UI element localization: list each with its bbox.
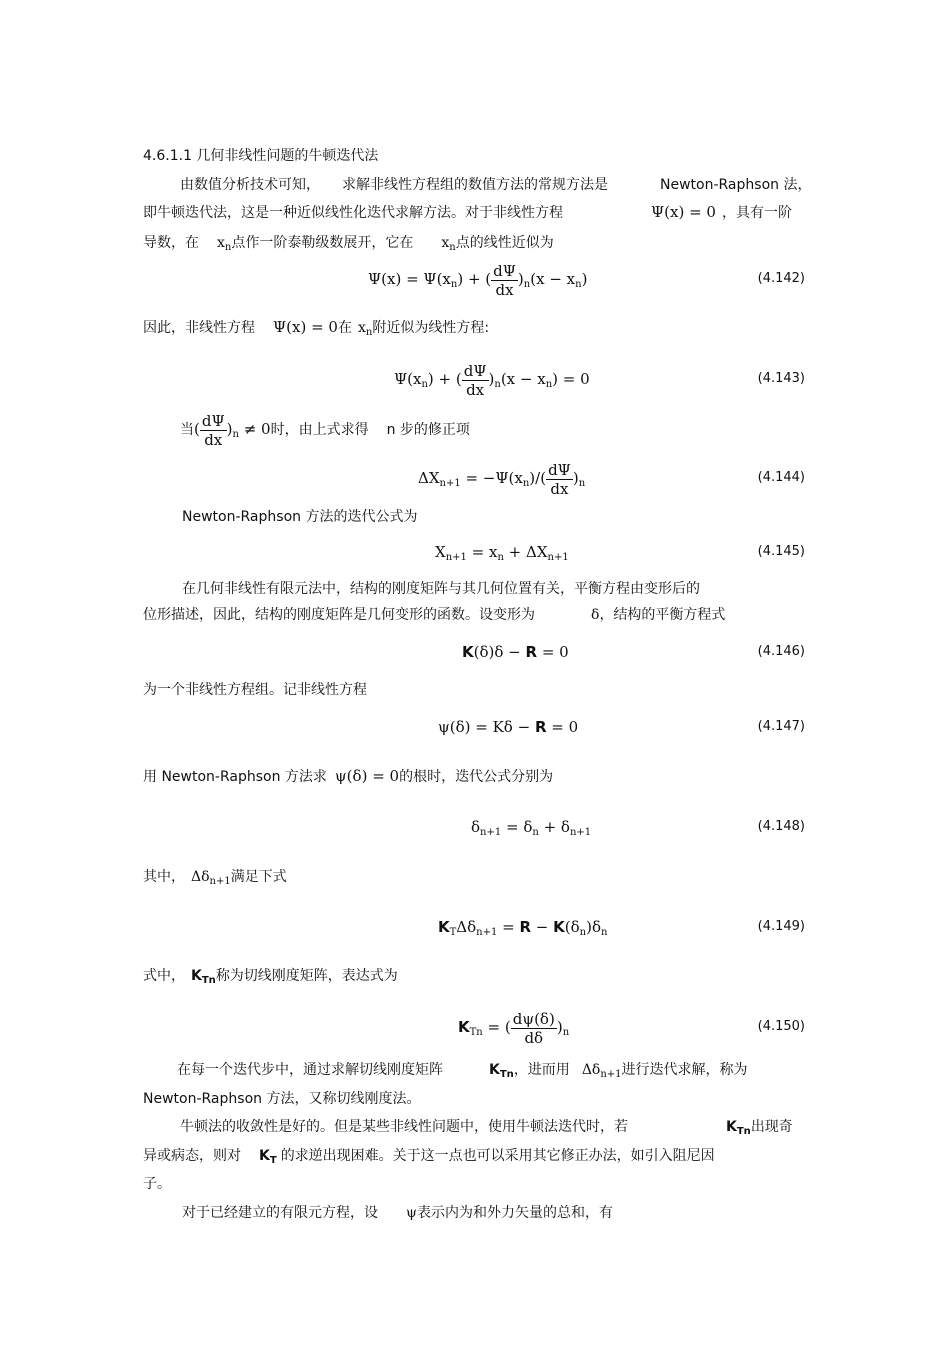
text: 异或病态，则对 xyxy=(143,1148,241,1164)
para5-line2 xyxy=(143,605,725,625)
para11-line1: 牛顿法的收敛性是好的。但是某些非线性问题中，使用牛顿法迭代时，若 xyxy=(180,1119,628,1135)
text: ，结构的平衡方程式 xyxy=(599,607,726,623)
eqnum-4-145: (4.145) xyxy=(757,544,805,559)
eqnum-4-148: (4.148) xyxy=(757,819,805,834)
text: 因此，非线性方程 xyxy=(143,320,255,336)
text: ，进而用 xyxy=(513,1062,570,1078)
inline-kt: $K_{Tn}$ xyxy=(726,1119,751,1137)
para7-line xyxy=(143,766,553,787)
para6-line: 为一个非线性方程组。记非线性方程 xyxy=(143,682,367,698)
para11-line2 xyxy=(143,1146,715,1171)
equation-4-145: $X_{n+1} = x_n + \Delta X_{n+1}$ xyxy=(435,543,569,563)
inline-xn: $x_n$ xyxy=(441,235,456,253)
eqnum-4-146: (4.146) xyxy=(757,644,805,659)
para1-line2-end: ，具有一阶 xyxy=(722,205,792,221)
section-title: 4.6.1.1 几何非线性问题的牛顿迭代法 xyxy=(143,148,379,164)
eqnum-4-143: (4.143) xyxy=(757,371,805,386)
inline-eq-psi-x-zero: Ψ(x) = 0 xyxy=(273,318,338,336)
equation-4-146: K(δ)δ − R = 0 xyxy=(462,643,569,661)
equation-4-148: $\delta_{n+1} = \delta_n + \delta_{n+1}$ xyxy=(471,818,592,838)
equation-4-147: ψ(δ) = Kδ − R = 0 xyxy=(438,718,579,736)
eqnum-4-147: (4.147) xyxy=(757,719,805,734)
text: 点的线性近似为 xyxy=(455,235,554,251)
text: 点作一阶泰勒级数展开，它在 xyxy=(231,235,414,251)
inline-kt: $K_T$ xyxy=(259,1148,277,1166)
para10-line1 xyxy=(177,1060,748,1085)
para11-line3: 子。 xyxy=(143,1176,171,1192)
inline-xn: $x_n$ xyxy=(217,235,232,253)
inline-psi: ψ xyxy=(406,1205,417,1221)
text: 满足下式 xyxy=(230,869,287,885)
text: 其中， xyxy=(143,869,185,885)
equation-4-142: $\Psi(x) = \Psi(x_n)$ + ( $\frac{d\Psi}{dx}$ )$_n(x - x_n)$ xyxy=(368,261,588,299)
inline-frac: ( $\frac{d\Psi}{dx}$ )$_n \ne 0$ xyxy=(194,411,271,449)
inline-delta: δ xyxy=(591,607,600,623)
text: 附近似为线性方程: xyxy=(372,320,490,336)
inline-eq-psi-x-zero: Ψ(x) = 0 xyxy=(651,203,716,221)
text: 在每一个迭代步中，通过求解切线刚度矩阵 xyxy=(177,1062,443,1078)
para12-line xyxy=(182,1203,613,1223)
text: n 步的修正项 xyxy=(386,422,470,438)
para10-line2: Newton-Raphson 方法，又称切线刚度法。 xyxy=(143,1091,421,1107)
para8-line xyxy=(143,867,287,892)
equation-4-149: $K_T\Delta\delta_{n+1} = R - K(\delta_n)\delta_n$ xyxy=(438,918,608,938)
eqnum-4-150: (4.150) xyxy=(757,1019,805,1034)
para4-line: Newton-Raphson 方法的迭代公式为 xyxy=(182,509,418,525)
inline-kt: $K_{Tn}$ xyxy=(191,968,216,986)
text: 式中， xyxy=(143,968,185,984)
para9-line xyxy=(143,966,398,991)
text: 的根时，迭代公式分别为 xyxy=(399,769,554,785)
para2-line xyxy=(143,317,489,343)
equation-4-144: $\Delta X_{n+1} = -\Psi(x_n)/$( $\frac{d\Psi}{dx}$ )$_n$ xyxy=(418,460,586,498)
equation-4-150: $K_{Tn}$ = ( $\frac{d\psi(\delta)}{d\delta}$ )$_n$ xyxy=(458,1009,570,1047)
text: 时，由上式求得 xyxy=(270,422,369,438)
eqnum-4-149: (4.149) xyxy=(757,919,805,934)
para1-line1 xyxy=(180,175,608,195)
text: 在 xyxy=(337,320,352,336)
inline-delta-delta: $\Delta\delta_{n+1}$ xyxy=(581,1062,622,1080)
text: 求解非线性方程组的数值方法的常规方法是 xyxy=(342,177,608,193)
text: 的求逆出现困难。关于这一点也可以采用其它修正办法，如引入阻尼因 xyxy=(280,1148,715,1164)
text: 出现奇 xyxy=(750,1119,793,1135)
eqnum-4-144: (4.144) xyxy=(757,470,805,485)
text: 进行迭代求解，称为 xyxy=(621,1062,748,1078)
inline-eq-psi-delta-zero: ψ(δ) = 0 xyxy=(334,767,400,785)
text: 由数值分析技术可知， xyxy=(180,177,320,193)
para1-line1-end: Newton-Raphson 法， xyxy=(660,177,812,193)
inline-xn: $x_n$ xyxy=(357,320,373,338)
para5-line1: 在几何非线性有限元法中，结构的刚度矩阵与其几何位置有关，平衡方程由变形后的 xyxy=(182,581,700,597)
para3-line xyxy=(180,406,470,458)
para1-line3 xyxy=(143,233,554,258)
inline-kt: $K_{Tn}$ xyxy=(489,1062,514,1080)
text: 称为切线刚度矩阵，表达式为 xyxy=(215,968,398,984)
text: 导数，在 xyxy=(143,235,199,251)
text: 用 Newton-Raphson 方法求 xyxy=(143,769,327,785)
para11-line1-end xyxy=(726,1117,793,1142)
eqnum-4-142: (4.142) xyxy=(757,271,805,286)
para1-line2: 即牛顿迭代法，这是一种近似线性化迭代求解方法。对于非线性方程 xyxy=(143,205,563,221)
text: 位形描述，因此，结构的刚度矩阵是几何变形的函数。设变形为 xyxy=(143,607,535,623)
text: 当 xyxy=(180,422,194,438)
text: 对于已经建立的有限元方程，设 xyxy=(182,1205,378,1221)
inline-delta-delta: $\Delta\delta_{n+1}$ xyxy=(191,869,231,887)
text: 表示内为和外力矢量的总和，有 xyxy=(416,1205,613,1221)
equation-4-143: $\Psi(x_n)$ + ( $\frac{d\Psi}{dx}$ )$_n(x - x_n) = 0$ xyxy=(394,361,590,399)
